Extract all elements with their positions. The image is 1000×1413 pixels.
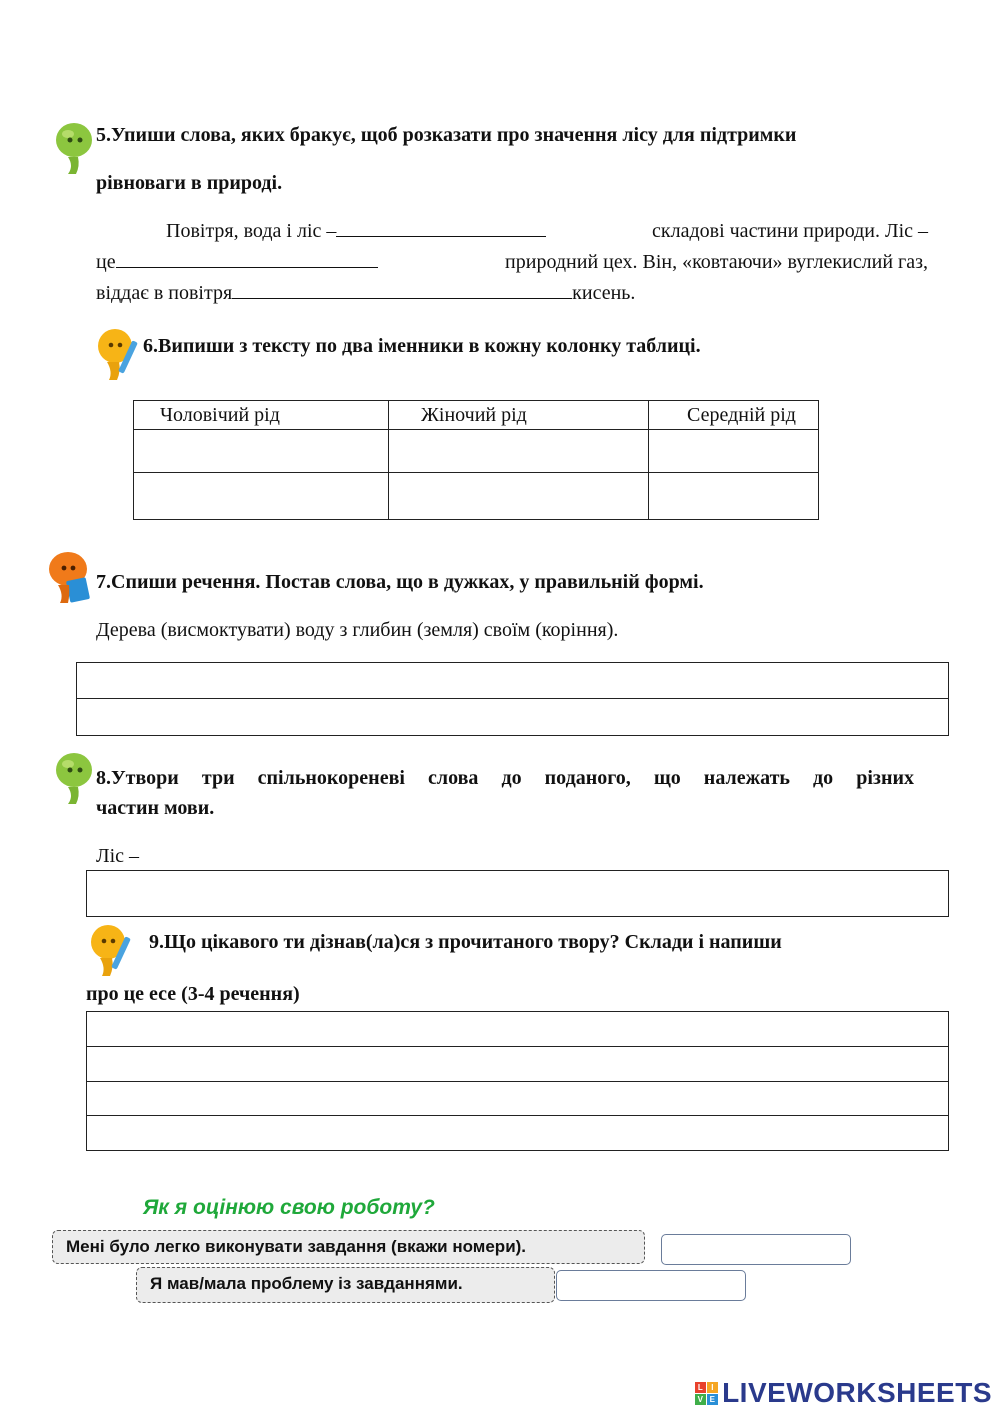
brand-text: LIVEWORKSHEETS	[722, 1377, 992, 1408]
task5-text-1a: Повітря, вода і ліс –	[166, 220, 337, 242]
task5-text-2b: природний цех. Він, «ковтаючи» вуглекислий газ,	[505, 251, 928, 273]
task9-answer-box[interactable]	[86, 1011, 949, 1151]
table-header-masculine: Чоловічий рід	[134, 401, 389, 430]
yellow-mascot-pen-icon	[93, 326, 141, 382]
task5-text-2a: це	[96, 251, 116, 273]
green-mascot-icon	[50, 750, 96, 806]
task8-answer-box[interactable]	[86, 870, 949, 917]
task8-title-text-1: 8.Утвори три спільнокореневі слова до поданого, що належать до різних	[96, 767, 914, 789]
task5-text-3a: віддає в повітря	[96, 282, 233, 304]
task5-line1	[96, 216, 928, 246]
table-cell[interactable]	[389, 473, 649, 520]
task5-line2	[96, 247, 928, 277]
liveworksheets-logo-icon: L I V E	[695, 1382, 718, 1405]
task9-title-line1: 9.Що цікавого ти дізнав(ла)ся з прочитаного твору? Склади і напиши	[149, 931, 782, 953]
task5-text-3b: кисень.	[572, 282, 636, 304]
easy-tasks-input[interactable]	[661, 1234, 851, 1265]
task5-title-line1: 5.Упиши слова, яких бракує, щоб розказати про значення лісу для підтримки	[96, 124, 797, 146]
blank-1[interactable]	[336, 216, 546, 237]
task5-text-1b: складові частини природи. Ліс –	[652, 220, 928, 242]
table-header-feminine: Жіночий рід	[389, 401, 649, 430]
self-assessment-title: Як я оцінюю свою роботу?	[143, 1196, 435, 1219]
blank-2[interactable]	[116, 247, 378, 268]
task8-prompt: Ліс –	[96, 845, 139, 867]
task7-answer-box[interactable]	[76, 662, 949, 736]
task7-title: 7.Спиши речення. Постав слова, що в дужках, у правильній формі.	[96, 571, 704, 593]
table-cell[interactable]	[389, 430, 649, 473]
answer-divider	[87, 1115, 948, 1116]
blank-3[interactable]	[232, 278, 572, 299]
task5-title-line2: рівноваги в природі.	[96, 172, 283, 194]
green-mascot-icon	[50, 120, 96, 176]
task8-title-line1	[96, 763, 914, 793]
task7-sentence: Дерева (висмоктувати) воду з глибин (земля) своїм (коріння).	[96, 619, 619, 641]
table-cell[interactable]	[134, 430, 389, 473]
easy-tasks-value	[662, 1241, 668, 1258]
task6-title: 6.Випиши з тексту по два іменники в кожну колонку таблиці.	[143, 335, 701, 357]
answer-divider	[87, 1046, 948, 1047]
problem-tasks-value	[557, 1277, 563, 1294]
answer-divider	[77, 698, 948, 699]
problem-tasks-label: Я мав/мала проблему із завданнями.	[136, 1267, 555, 1303]
task5-line3	[96, 278, 928, 308]
easy-tasks-label: Мені було легко виконувати завдання (вкажи номери).	[52, 1230, 645, 1264]
nouns-table	[133, 400, 819, 520]
yellow-mascot-pen-icon	[86, 922, 136, 978]
table-header-neuter: Середній рід	[649, 401, 819, 430]
table-cell[interactable]	[649, 473, 819, 520]
table-cell[interactable]	[134, 473, 389, 520]
task8-title-line2: частин мови.	[96, 797, 215, 819]
task9-title-line2: про це есе (3-4 речення)	[86, 983, 300, 1005]
liveworksheets-brand	[695, 1377, 992, 1409]
table-cell[interactable]	[649, 430, 819, 473]
orange-mascot-book-icon	[44, 549, 96, 605]
answer-divider	[87, 1081, 948, 1082]
problem-tasks-input[interactable]	[556, 1270, 746, 1301]
